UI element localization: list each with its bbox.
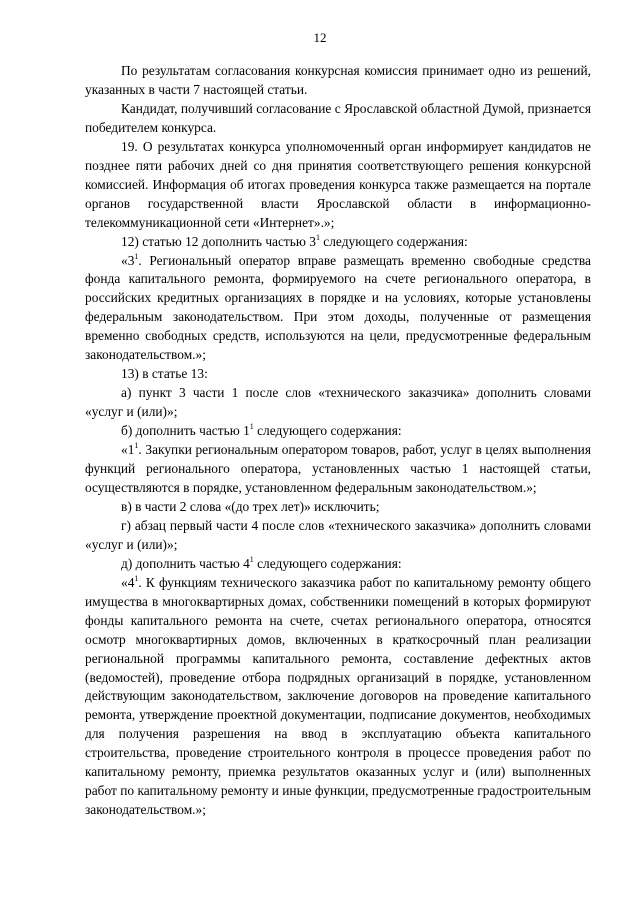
text-run: . К функциям технического заказчика работ по капитальному ремонту общего имущества в многоквартирных домах, собственники помещений в которых формируют фонды капитального ремонта на счете, счетах регионального оператора, относятся осмотр многоквартирных домов, включенных в краткосрочный план реализации региональной программы капитального ремонта, составление дефектных актов (ведомостей), проведение отбора подрядных организаций в порядке, установленном действующим законодательством, заключение договоров на проведение капитального ремонта, утверждение проектной документации, подписание документов, необходимых для получения разрешения на ввод в эксплуатацию объекта капитального строительства, проведение строительного контроля в процессе проведения работ по капитальному ремонту, приемка результатов оказанных услуг и (или) выполненных работ по капитальному ремонту и иные функции, предусмотренные градостроительным законодательством.»; — [85, 574, 591, 818]
paragraph-item-g: г) абзац первый части 4 после слов «технического заказчика» дополнить словами «услуг и (или)»; — [85, 517, 591, 552]
paragraph-12-article-12 — [85, 233, 591, 252]
paragraph-commission-decision: По результатам согласования конкурсная комиссия принимает одно из решений, указанных в части 7 настоящей статьи. — [85, 63, 591, 97]
paragraph-19-results: 19. О результатах конкурса уполномоченный орган информирует кандидатов не позднее пяти рабочих дней со дня принятия соответствующего решения конкурсной комиссией. Информация об итогах проведения конкурса также размещается на портале органов государственной власти Ярославской области в информационно-телекоммуникационной сети «Интернет».»; — [85, 138, 591, 230]
document-body — [85, 62, 591, 820]
paragraph-item-v: в) в части 2 слова «(до трех лет)» исключить; — [121, 498, 380, 514]
text-run: «3 — [121, 252, 135, 268]
superscript: 1 — [134, 573, 139, 583]
superscript: 1 — [315, 232, 320, 242]
text-run: «4 — [121, 574, 135, 590]
paragraph-item-d — [85, 555, 591, 574]
text-run: д) дополнить частью 4 — [121, 555, 250, 571]
paragraph-item-a: а) пункт 3 части 1 после слов «технического заказчика» дополнить словами «услуг и (или)»; — [85, 385, 591, 420]
text-run: б) дополнить частью 1 — [121, 423, 250, 439]
text-run: следующего содержания: — [253, 555, 402, 571]
superscript: 1 — [249, 554, 254, 564]
paragraph-item-b — [85, 422, 591, 441]
superscript: 1 — [134, 441, 139, 451]
page-number: 12 — [313, 30, 327, 45]
paragraph-part-1-1 — [85, 441, 591, 498]
paragraph-part-3-1 — [85, 252, 591, 366]
paragraph-13-article-13: 13) в статье 13: — [121, 366, 208, 382]
paragraph-winner: Кандидат, получивший согласование с Ярославской областной Думой, признается победителем конкурса. — [85, 100, 591, 135]
text-run: «1 — [121, 442, 135, 458]
paragraph-part-4-1 — [85, 574, 591, 820]
text-run: . Региональный оператор вправе размещать временно свободные средства фонда капитального ремонта, формируемого на счете регионального оператора, в российских кредитных организациях в порядке и на условиях, которые установлены федеральным законодательством. При этом доходы, полученные от размещения временно свободных средств, используются на цели, предусмотренные федеральным законодательством.»; — [85, 252, 591, 363]
superscript: 1 — [249, 422, 254, 432]
text-run: следующего содержания: — [319, 233, 468, 249]
text-run: 12) статью 12 дополнить частью 3 — [121, 233, 316, 249]
superscript: 1 — [134, 251, 139, 261]
text-run: . Закупки региональным оператором товаров, работ, услуг в целях выполнения функций регионального оператора, установленных частью 1 настоящей статьи, осуществляются в порядке, установленном федеральным законодательством.»; — [85, 442, 591, 495]
text-run: следующего содержания: — [253, 423, 402, 439]
